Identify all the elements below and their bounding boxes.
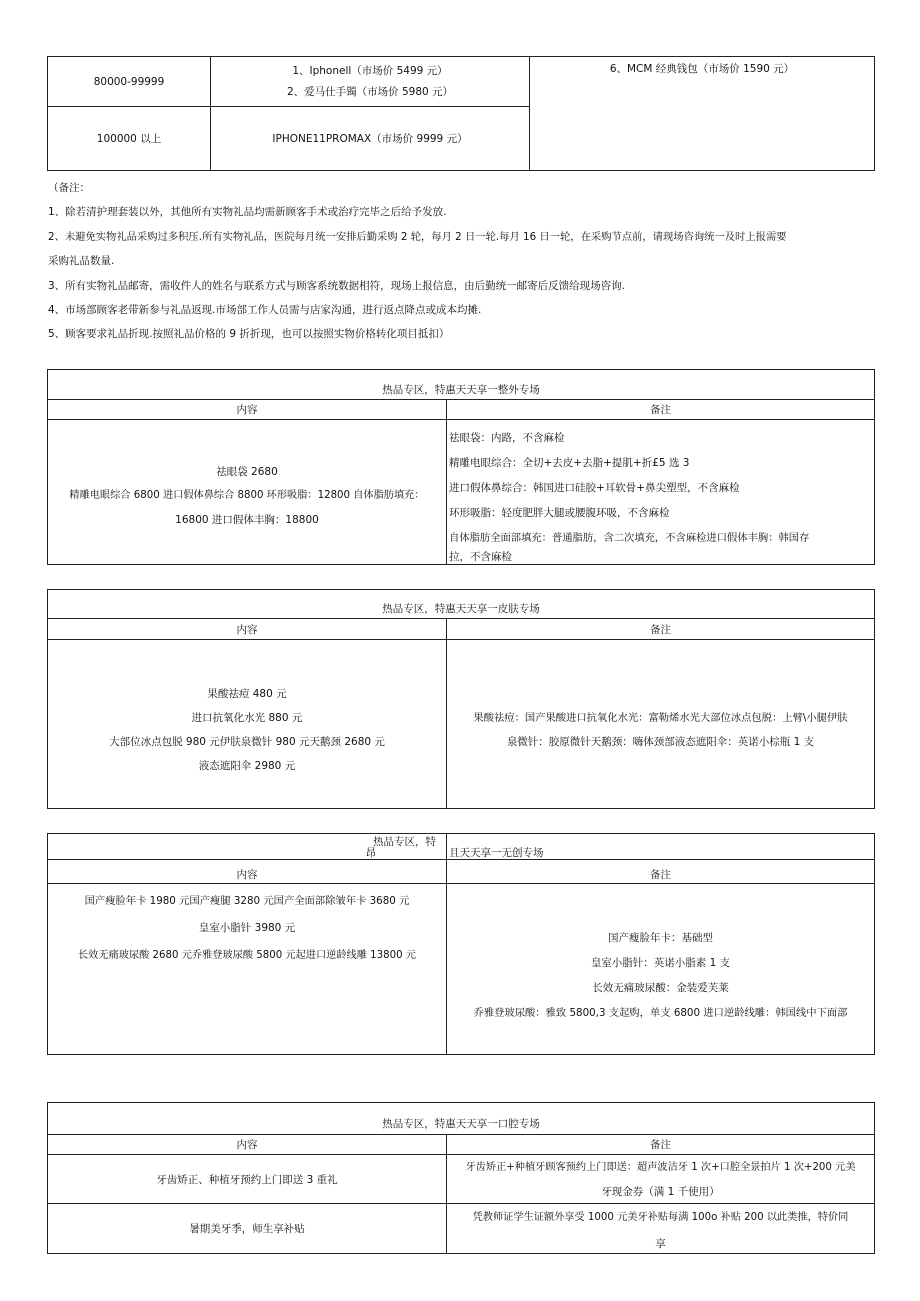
gift-cell-1 [210,56,530,107]
notes-heading: （备注： [48,182,90,194]
content-line: 16800 进口假体丰胸：18800 [175,514,319,526]
note-line: 采购礼品数量. [48,255,115,267]
gift-item: 2、爱马仕手镯（市场价 5980 元） [286,85,454,98]
table1-remark-cell [446,419,875,565]
table1-content-cell [47,419,447,565]
table2-remark-cell [446,639,875,809]
remark-line: 乔雅登玻尿酸：雅致 5800,3 支起购，单支 6800 进口逆龄线雕：韩国线中下面部 [473,1007,848,1019]
remark-line: 祛眼袋：内路，不含麻检 [449,432,565,444]
note-line: 1、除若清护理套装以外，其他所有实物礼品均需新顾客手术或治疗完毕之后给予发放. [48,206,447,218]
table2-title: 热品专区，特惠天天享一皮肤专场 [47,589,875,619]
gift-item: 6、MCM 经典钱包（市场价 1590 元） [609,63,795,75]
content-line: 国产瘦脸年卡 1980 元国产瘦腿 3280 元国产全面部除皱年卡 3680 元 [84,895,410,907]
remark-line: 精雕电眼综合：全切+去皮+去脂+提肌+折£5 选 3 [449,457,690,469]
content-line: 液态遮阳伞 2980 元 [198,760,296,772]
content-line: 皇室小脂针 3980 元 [198,922,296,934]
table3-header-content: 内容 [47,859,447,884]
range-cell-1 [47,56,211,107]
content-line: 进口抗氧化水光 880 元 [191,712,303,724]
table1-title: 热品专区，特惠天天享一整外专场 [47,369,875,400]
content-line: 精雕电眼综合 6800 进口假体鼻综合 8800 环形吸脂：12800 自体脂肪填充： [69,490,425,501]
remark-line: 自体脂肪全面部填充：普通脂肪，含二次填充，不含麻检进口假体丰胸：韩国存 [449,532,810,544]
table4-header-remark: 备注 [446,1134,875,1155]
gift-item: IPHONE11PROMAX（市场价 9999 元） [272,133,468,145]
table2-header-remark: 备注 [446,618,875,640]
content-line: 果酸祛痘 480 元 [207,688,287,700]
content-line: 长效无痛玻尿酸 2680 元乔雅登玻尿酸 5800 元起进口逆龄线雕 13800 元 [77,950,416,961]
remark-line: 凭教师证学生证额外享受 1000 元美牙补贴每满 100o 补贴 200 以此类推，特价同 [472,1212,849,1223]
remark-line: 牙齿矫正+种植牙顾客预约上门即送：超声波洁牙 1 次+口腔全景拍片 1 次+200 元美 [465,1162,856,1173]
range-label: 80000-99999 [93,75,165,88]
table4-row2-content: 暑期美牙季，师生享补贴 [47,1203,447,1254]
note-line: 4、市场部顾客老带新参与礼品返现.市场部工作人员需与店家沟通，进行返点降点或成本均摊. [48,304,482,316]
table3-remark-cell [446,883,875,1055]
table3-title-left: 热品专区，特 昂 [47,833,447,860]
table2-header-content: 内容 [47,618,447,640]
table3-title-right: 且天天享一无创专场 [446,833,875,860]
table1-header-content: 内容 [47,399,447,420]
table4-title: 热品专区，特惠天天享一口腔专场 [47,1102,875,1135]
remark-line: 皇室小脂针：英诺小脂素 1 支 [590,957,731,969]
table1-header-remark: 备注 [446,399,875,420]
content-line: 祛眼袋 2680 [216,466,278,478]
table4-header-content: 内容 [47,1134,447,1155]
remark-line: 环形吸脂：轻度肥胖大腿或腰腹环吸，不含麻检 [449,507,670,519]
note-line: 5、顾客要求礼品折现.按照礼品价格的 9 折折现，也可以按照实物价格转化项目抵扣） [48,328,450,340]
gift-cell-2 [210,106,530,171]
remark-line: 果酸祛痘：国产果酸进口抗氧化水光：富勒烯水光大部位冰点包脱：上臂\小腿伊肤 [473,712,848,724]
table2-content-cell [47,639,447,809]
table4-row1-content: 牙齿矫正、种植牙预约上门即送 3 重礼 [47,1154,447,1204]
remark-line: 泉微针：胶原微针天鹅颈：嗨体颈部液态遮阳伞：英诺小棕瓶 1 支 [506,736,815,748]
remark-line: 享 [655,1238,666,1250]
note-line: 2、未避免实物礼品采购过多积压.所有实物礼品，医院每月统一安排后勤采购 2 轮，每月 2 日一轮.每月 16 日一轮，在采购节点前，请现场咨询统一及时上报需要 [48,231,787,243]
range-label: 100000 以上 [96,133,162,145]
range-cell-2 [47,106,211,171]
right-gift-cell [529,56,875,171]
remark-line: 进口假体鼻综合：韩国进口硅胶+耳软骨+鼻尖塑型，不含麻检 [449,482,740,494]
content-line: 大部位冰点包脱 980 元伊肤泉微针 980 元天鹅颈 2680 元 [109,736,385,748]
table3-content-cell [47,883,447,1055]
table3-header-remark: 备注 [446,859,875,884]
table4-row2-remark [446,1203,875,1254]
note-line: 3、所有实物礼品邮寄，需收件人的姓名与联系方式与顾客系统数据相符，现场上报信息，由后勤统一邮寄后反馈给现场咨询. [48,280,626,292]
gift-item: 1、Iphonell（市场价 5499 元） [292,64,448,77]
table4-row1-remark [446,1154,875,1204]
remark-line: 长效无痛玻尿酸：金装爱芙莱 [592,982,729,994]
remark-line: 拉，不含麻检 [449,551,512,563]
remark-line: 国产瘦脸年卡：基础型 [608,932,713,944]
remark-line: 牙现金券（满 1 千使用） [601,1186,720,1198]
